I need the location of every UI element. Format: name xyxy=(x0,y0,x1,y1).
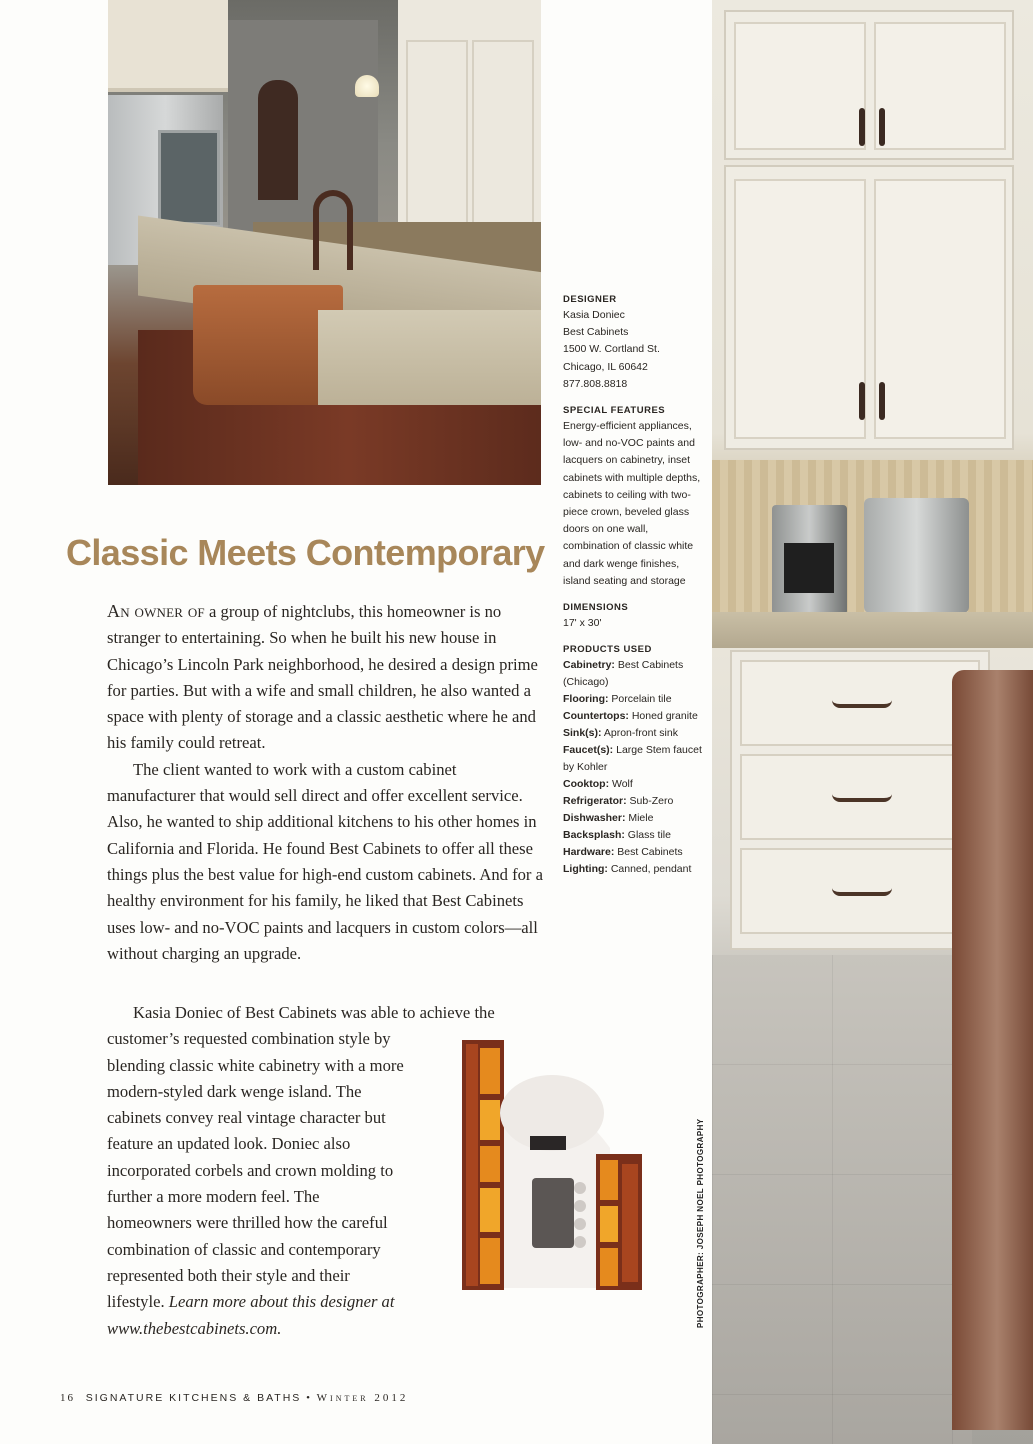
product-value: Canned, pendant xyxy=(607,863,692,876)
article-headline: Classic Meets Contemporary xyxy=(66,532,545,573)
product-label: Dishwasher: xyxy=(563,812,626,825)
plan-left-wall xyxy=(462,1040,504,1290)
designer-link[interactable]: Learn more about this designer at www.thebestcabinets.com. xyxy=(107,1292,395,1338)
photo-upper-cabinet-top xyxy=(724,10,1014,160)
dimensions-text: 17' x 30' xyxy=(563,617,602,630)
photo-drawer-pull xyxy=(832,794,892,802)
paragraph-3-text: customer’s requested combination style by blending classic white cabinetry with a more modern-styled dark wenge island. The cabinets convey real vintage character but feature an updated look. Doniec also incorporated corbels and crown molding to further a more modern feel. The homeowners were thrilled how the careful combination of classic and contemporary represented both their style and their lifestyle. xyxy=(107,1029,404,1312)
photo-drawer-stack xyxy=(730,650,990,950)
photo-drawer-pull xyxy=(832,700,892,708)
kitchen-floor-plan xyxy=(460,1038,646,1293)
designer-phone: 877.808.8818 xyxy=(563,377,628,390)
photo-counter-front xyxy=(318,310,541,405)
photo-drawer-pull xyxy=(832,888,892,896)
photo-door xyxy=(258,80,298,200)
photo-handle xyxy=(859,108,865,146)
product-label: Countertops: xyxy=(563,710,629,723)
product-item xyxy=(563,742,703,776)
photo-countertop xyxy=(712,612,1033,648)
photo-credit: PHOTOGRAPHER: JOSEPH NOEL PHOTOGRAPHY xyxy=(696,1118,705,1328)
designer-name: Kasia Doniec xyxy=(563,309,625,321)
product-label: Refrigerator: xyxy=(563,795,627,808)
product-item xyxy=(563,691,703,708)
product-label: Sink(s): xyxy=(563,727,602,740)
product-value: Wolf xyxy=(609,778,633,791)
product-item xyxy=(563,657,703,691)
product-item xyxy=(563,844,703,861)
paragraph-1-text: a group of nightclubs, this homeowner is no stranger to entertaining. So when he built his new house in Chicago’s Lincoln Park neighborhood, he desired a design prime for parties. But with a wife and small children, he also wanted a space with plenty of storage and a classic aesthetic where he and his family could retreat. xyxy=(107,602,538,753)
photo-handle xyxy=(879,108,885,146)
product-value: Best Cabinets (Chicago) xyxy=(563,659,684,689)
product-item xyxy=(563,827,703,844)
product-value: Glass tile xyxy=(624,829,671,842)
product-item xyxy=(563,776,703,793)
photo-espresso-machine xyxy=(864,498,969,613)
photo-pendant-lamp xyxy=(355,75,379,97)
dimensions-heading: DIMENSIONS xyxy=(563,602,629,614)
product-item xyxy=(563,725,703,742)
photo-faucet xyxy=(313,190,353,270)
product-label: Backsplash: xyxy=(563,829,625,842)
designer-city: Chicago, IL 60642 xyxy=(563,360,648,373)
kitchen-sink-photo xyxy=(108,0,541,485)
article-body xyxy=(107,598,547,967)
product-label: Faucet(s): xyxy=(563,744,614,757)
product-label: Hardware: xyxy=(563,846,615,859)
lead-in: An owner of xyxy=(107,601,205,621)
product-value: Porcelain tile xyxy=(608,693,672,706)
photo-panel xyxy=(874,179,1006,439)
photo-panel xyxy=(734,22,866,150)
features-text: Energy-efficient appliances, low- and no-VOC paints and lacquers on cabinetry, inset cabinets with multiple depths, cabinets to ceiling with two-piece crown, beveled glass doors on one wall, combination of classic white and dark wenge finishes, island seating and storage xyxy=(563,420,701,587)
paragraph-2: The client wanted to work with a custom cabinet manufacturer that would sell direct and offer excellent service. Also, he wanted to ship additional kitchens to his other homes in California and Florida. He found Best Cabinets to offer all these things plus the best value for high-end custom cabinets. And for a healthy environment for his family, he liked that Best Cabinets uses low- and no-VOC paints and lacquers in custom colors—all without charging an upgrade. xyxy=(107,759,543,963)
product-item xyxy=(563,708,703,725)
publication-name: SIGNATURE KITCHENS & BATHS xyxy=(85,1392,302,1404)
paragraph-3-rest xyxy=(107,1026,407,1342)
features-heading: SPECIAL FEATURES xyxy=(563,405,666,417)
product-value: Large Stem faucet by Kohler xyxy=(563,744,702,774)
product-label: Cooktop: xyxy=(563,778,610,791)
product-label: Cabinetry: xyxy=(563,659,615,672)
product-value: Miele xyxy=(625,812,654,825)
photo-panel xyxy=(874,22,1006,150)
photo-handle xyxy=(879,382,885,420)
photo-tile-floor xyxy=(712,955,972,1444)
footer-separator: • xyxy=(306,1392,312,1404)
product-label: Lighting: xyxy=(563,863,608,876)
photo-drawer xyxy=(740,848,980,934)
photo-wenge-island xyxy=(952,670,1033,1430)
product-item xyxy=(563,793,703,810)
designer-heading: DESIGNER xyxy=(563,294,617,305)
product-value: Honed granite xyxy=(628,710,698,723)
page-footer xyxy=(60,1392,408,1404)
designer-company: Best Cabinets xyxy=(563,326,629,339)
product-item xyxy=(563,810,703,827)
issue-date: Winter 2012 xyxy=(316,1392,409,1404)
photo-refrigerator-glass xyxy=(158,130,220,225)
project-sidebar xyxy=(563,292,703,878)
designer-street: 1500 W. Cortland St. xyxy=(563,343,660,356)
product-value: Sub-Zero xyxy=(626,795,674,808)
paragraph-1 xyxy=(107,598,547,757)
photo-white-cabinets xyxy=(398,0,541,230)
photo-upper-cabinet-mid xyxy=(724,165,1014,450)
photo-handle xyxy=(859,382,865,420)
paragraph-3-first-line: Kasia Doniec of Best Cabinets was able to achieve the xyxy=(133,1003,495,1022)
kitchen-cabinets-photo xyxy=(712,0,1033,1444)
product-item xyxy=(563,861,703,878)
page-number: 16 xyxy=(60,1392,75,1404)
plan-range xyxy=(530,1136,566,1150)
product-value: Best Cabinets xyxy=(614,846,683,859)
photo-coffee-maker xyxy=(772,505,847,615)
photo-drawer xyxy=(740,754,980,840)
photo-drawer xyxy=(740,660,980,746)
photo-upper-cabinet xyxy=(108,0,228,92)
photo-wall xyxy=(228,20,378,250)
product-value: Apron-front sink xyxy=(601,727,678,740)
photo-panel xyxy=(734,179,866,439)
plan-right-wall xyxy=(596,1154,642,1290)
product-label: Flooring: xyxy=(563,693,609,706)
products-heading: PRODUCTS USED xyxy=(563,644,652,656)
